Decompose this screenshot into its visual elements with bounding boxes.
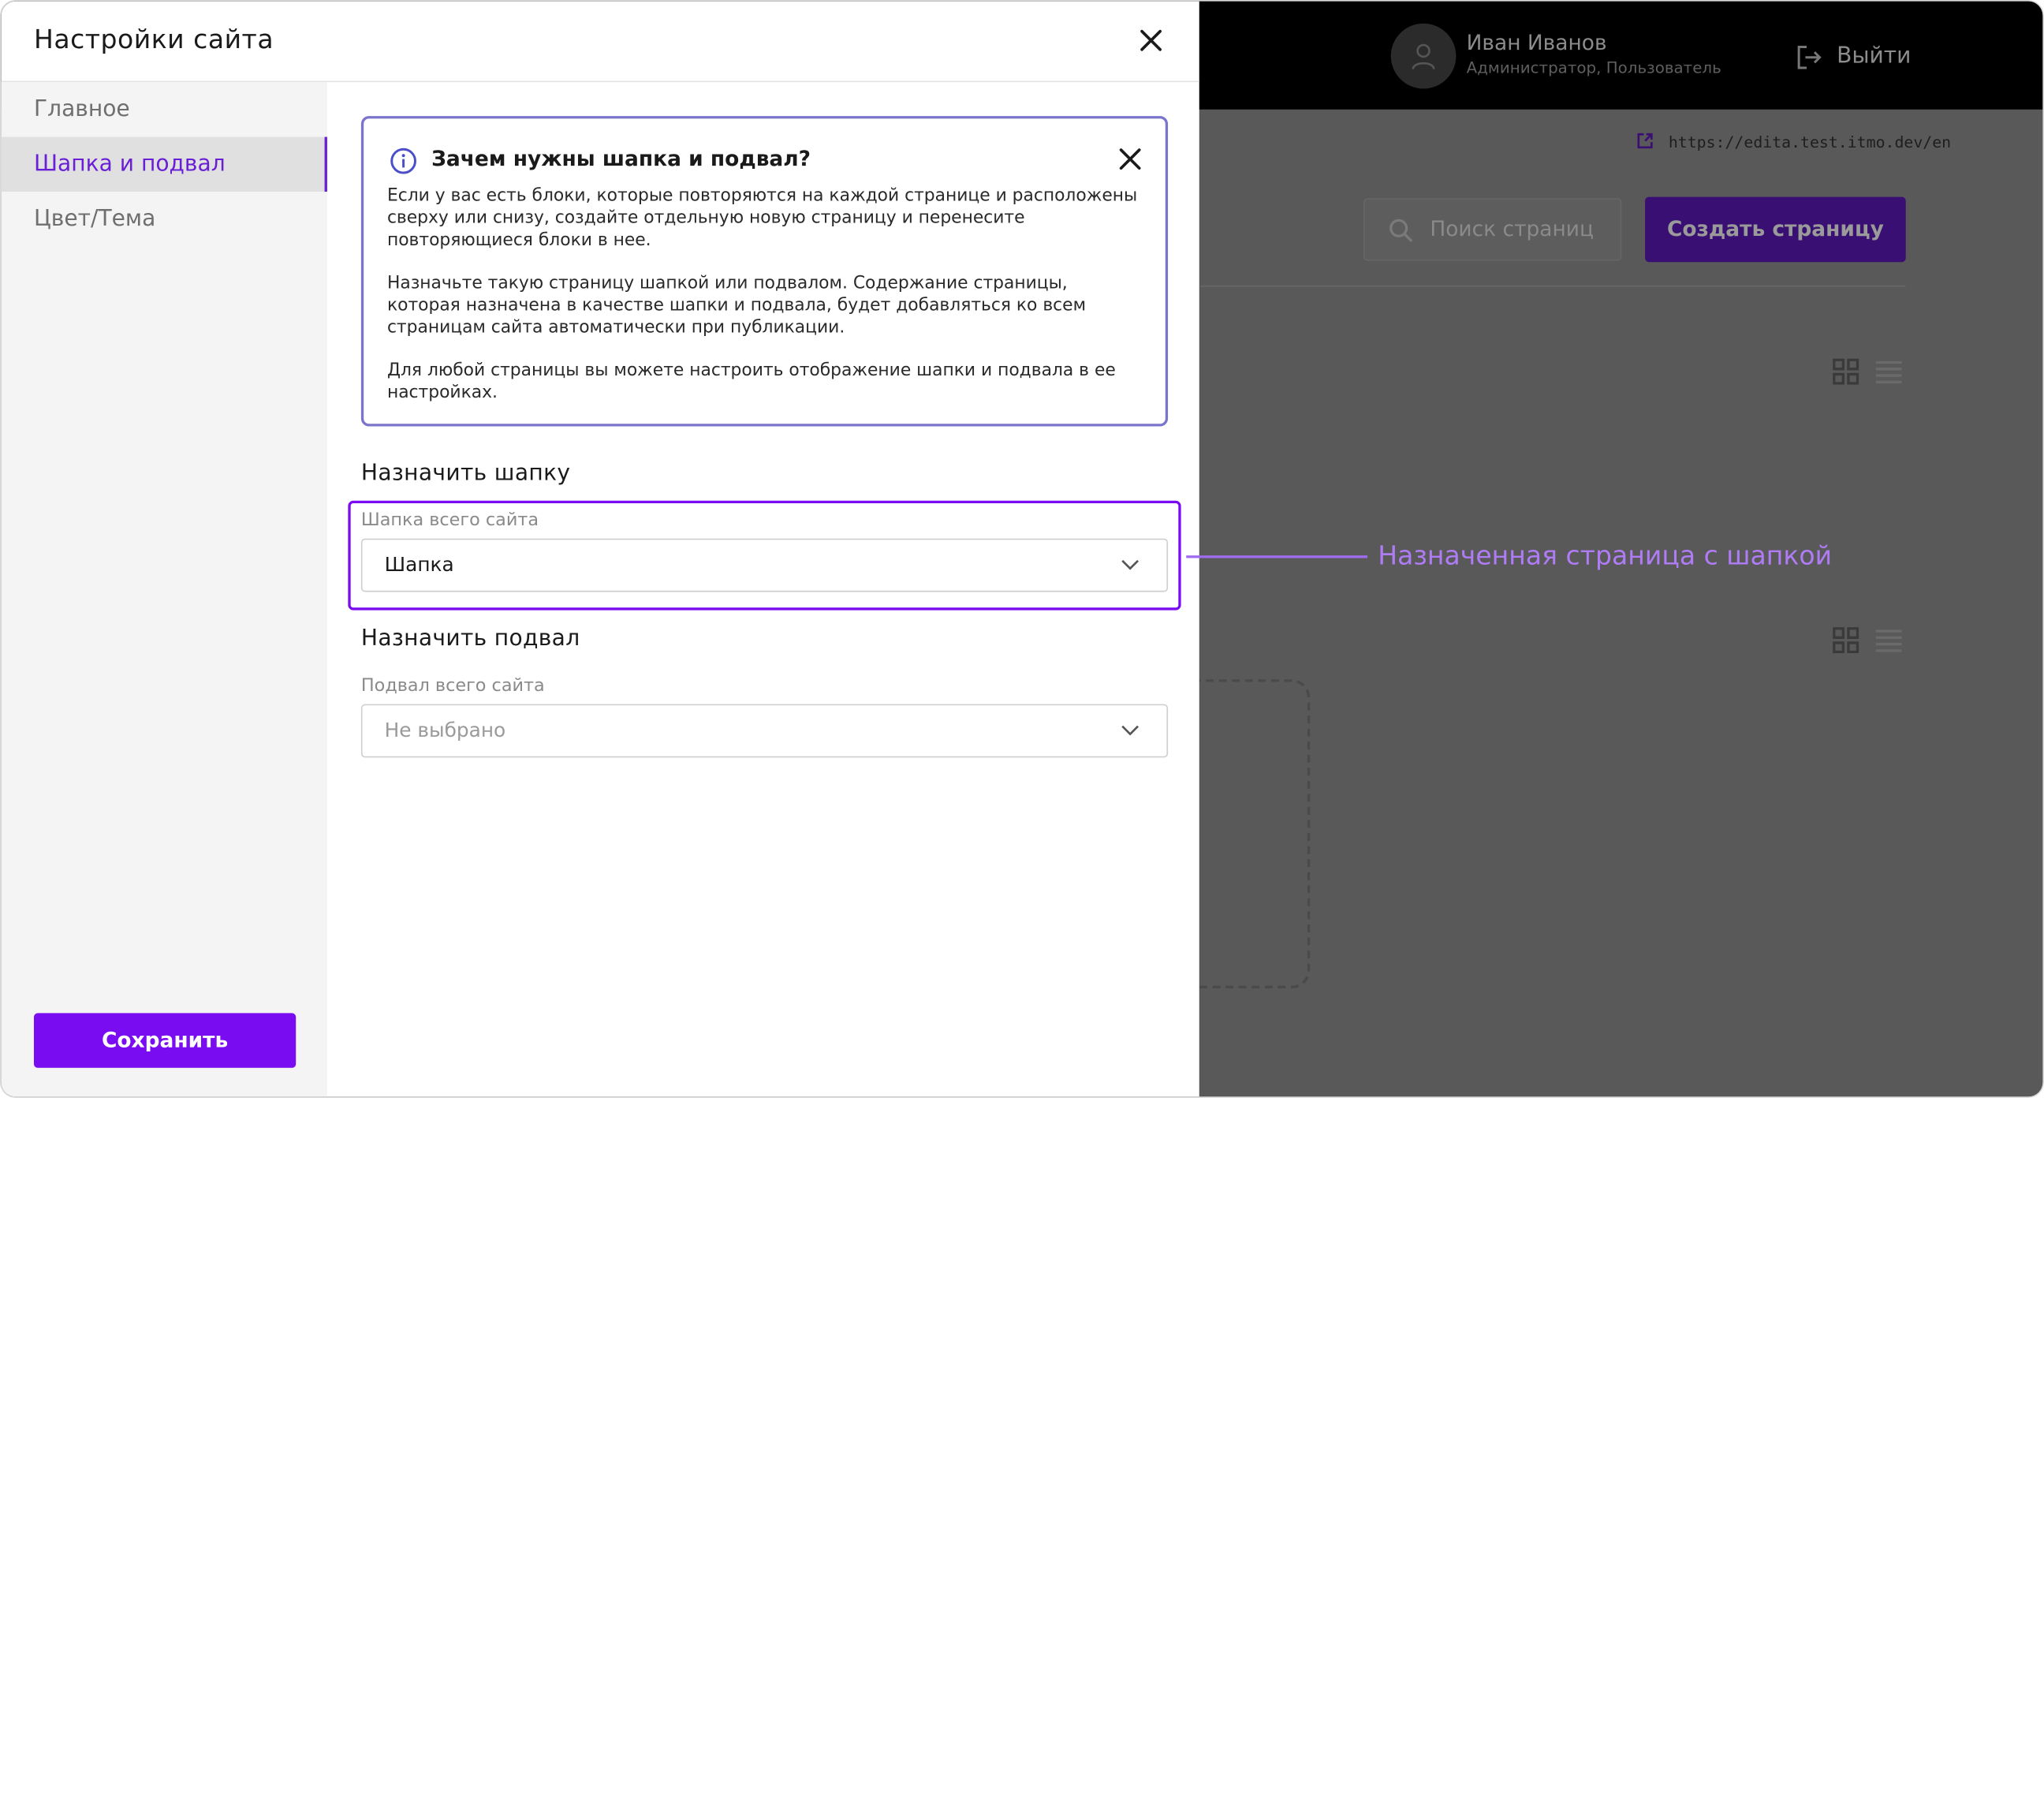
create-page-button: Создать страницу	[1645, 197, 1906, 263]
modal-title: Настройки сайта	[33, 23, 274, 55]
site-settings-modal	[2, 2, 1199, 1098]
sidebar-item-main[interactable]: Главное	[33, 96, 130, 123]
footer-section-title: Назначить подвал	[360, 626, 580, 652]
sidebar-item-header-footer[interactable]: Шапка и подвал	[2, 137, 327, 192]
close-icon[interactable]	[1118, 148, 1142, 171]
divider	[1200, 286, 1905, 287]
list-view-icon	[1876, 360, 1902, 383]
user-name: Иван Иванов	[1466, 30, 1607, 55]
save-button[interactable]: Сохранить	[34, 1013, 296, 1067]
footer-select[interactable]	[361, 704, 1168, 758]
grid-view-icon	[1833, 627, 1859, 653]
user-role: Администратор, Пользователь	[1466, 58, 1721, 77]
callout-line	[1186, 555, 1367, 558]
chevron-down-icon	[1121, 725, 1139, 737]
site-url-link: https://edita.test.itmo.dev/en	[1668, 133, 1952, 151]
info-title: Зачем нужны шапка и подвал?	[431, 146, 811, 171]
info-paragraph: Назначьте такую страницу шапкой или подвалом. Содержание страницы, которая назначена в качестве шапки и подвала, будет добавляться ко всем страницам сайта автоматически при публикации.	[386, 274, 1087, 338]
sidebar-item-color-theme[interactable]: Цвет/Тема	[33, 206, 156, 233]
search-icon	[1388, 218, 1414, 244]
user-icon	[1411, 42, 1437, 70]
external-link-icon	[1636, 132, 1654, 150]
grid-view-icon	[1833, 359, 1859, 385]
info-paragraph: Для любой страницы вы можете настроить отображение шапки и подвала в ее настройках.	[386, 360, 1116, 403]
header-section-title: Назначить шапку	[360, 460, 571, 487]
settings-sidebar	[2, 82, 327, 1098]
info-paragraph: Если у вас есть блоки, которые повторяются на каждой странице и расположены сверху или снизу, создайте отдельную новую страницу и перенесите повторяющиеся блоки в нее.	[386, 186, 1138, 251]
close-icon[interactable]	[1136, 26, 1165, 54]
header-field-label: Шапка всего сайта	[360, 510, 539, 531]
info-box	[361, 116, 1168, 426]
footer-select-value: Не выбрано	[384, 718, 506, 742]
user-avatar	[1391, 24, 1457, 89]
settings-content	[327, 82, 1199, 1098]
footer-field-label: Подвал всего сайта	[360, 675, 545, 696]
logout-button: Выйти	[1837, 43, 1912, 69]
search-placeholder: Поиск страниц	[1430, 216, 1594, 241]
callout-label: Назначенная страница с шапкой	[1378, 540, 1833, 572]
modal-header	[2, 2, 1199, 82]
chevron-down-icon	[1121, 559, 1139, 571]
header-select-value: Шапка	[384, 552, 454, 577]
list-view-icon	[1876, 629, 1902, 652]
info-icon	[390, 148, 417, 175]
logout-icon	[1795, 43, 1823, 72]
header-select[interactable]	[361, 539, 1168, 592]
page-search-input	[1363, 198, 1621, 260]
